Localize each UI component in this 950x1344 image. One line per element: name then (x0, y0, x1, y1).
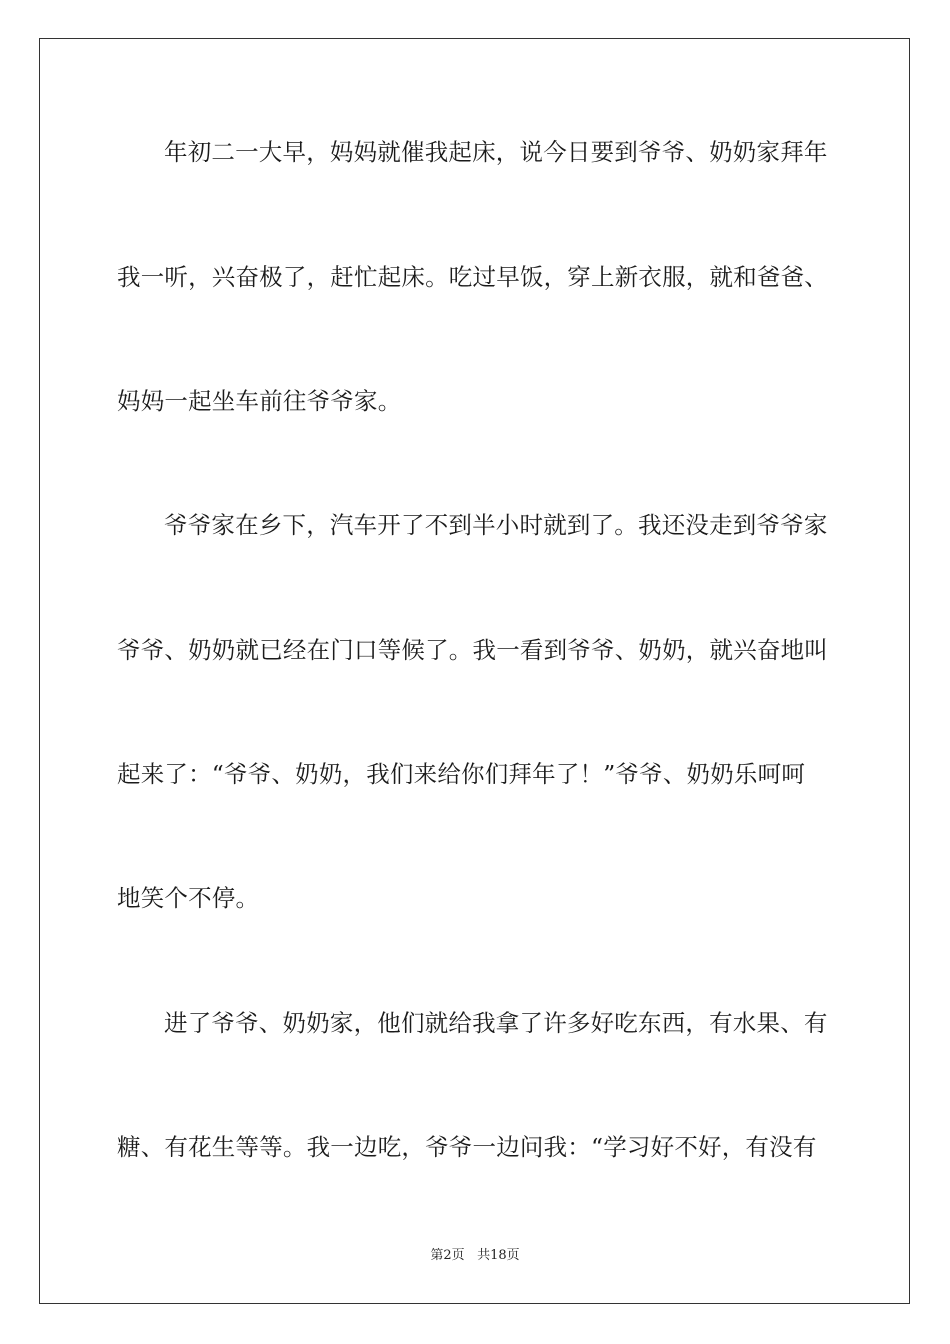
text-line: 妈妈一起坐车前往爷爷家。 (117, 387, 402, 415)
page-footer (0, 1247, 950, 1265)
text-line: 爷爷家在乡下，汽车开了不到半小时就到了。我还没走到爷爷家 (164, 511, 828, 539)
text-line: 我一听，兴奋极了，赶忙起床。吃过早饭，穿上新衣服，就和爸爸、 (117, 263, 828, 291)
text-line: 糖、有花生等等。我一边吃，爷爷一边问我：“学习好不好，有没有 (117, 1133, 817, 1161)
page-number: 第2页 (430, 1248, 465, 1263)
text-line: 爷爷、奶奶就已经在门口等候了。我一看到爷爷、奶奶，就兴奋地叫 (117, 636, 828, 664)
page-border (39, 38, 910, 1304)
text-line: 起来了：“爷爷、奶奶，我们来给你们拜年了！”爷爷、奶奶乐呵呵 (117, 760, 806, 788)
page-total: 共18页 (477, 1248, 520, 1263)
text-line: 年初二一大早，妈妈就催我起床，说今日要到爷爷、奶奶家拜年 (164, 138, 828, 166)
text-line: 进了爷爷、奶奶家，他们就给我拿了许多好吃东西，有水果、有 (164, 1009, 828, 1037)
text-line: 地笑个不停。 (117, 884, 260, 912)
